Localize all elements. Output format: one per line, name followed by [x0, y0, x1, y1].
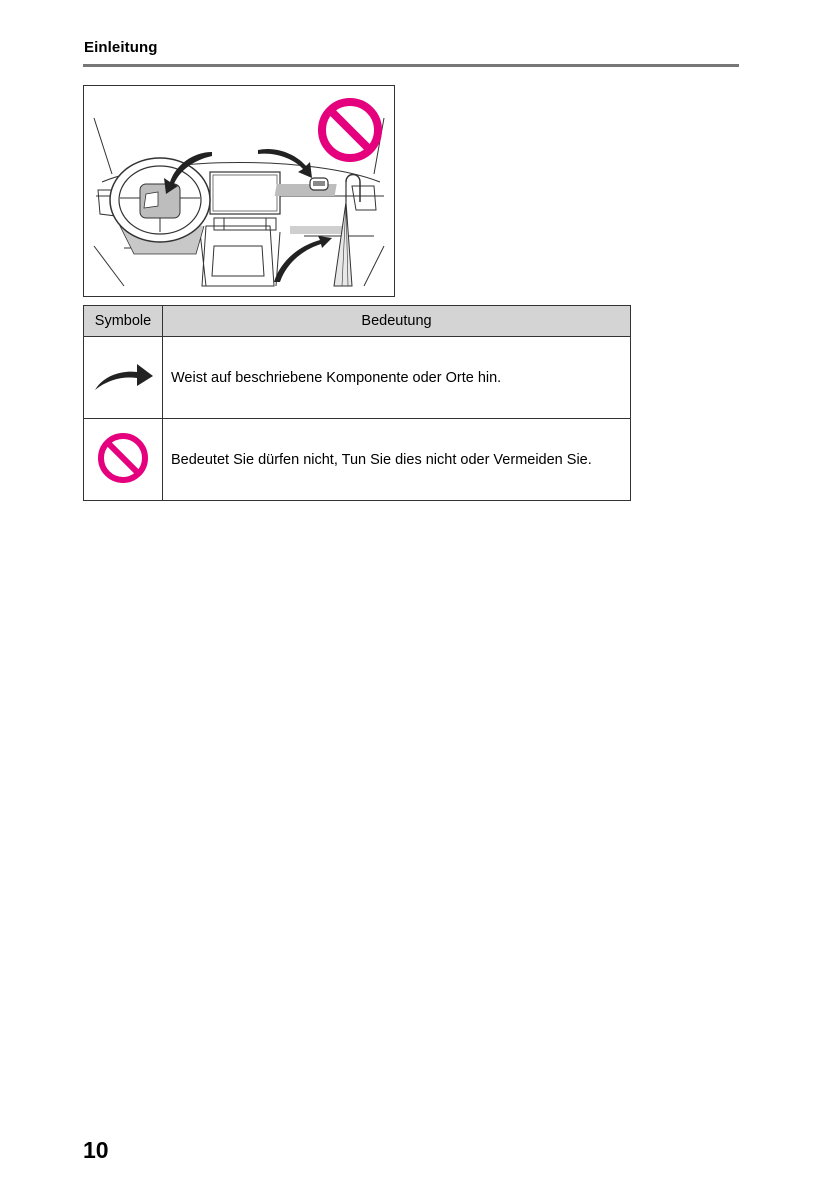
prohibition-icon — [93, 428, 153, 488]
symbol-cell — [84, 337, 163, 419]
overhead-module — [310, 178, 328, 190]
section-title: Einleitung — [84, 39, 158, 56]
header-symbol: Symbole — [84, 306, 163, 337]
meaning-cell: Weist auf beschriebene Komponente oder Orte hin. — [163, 337, 631, 419]
prohibition-icon — [322, 102, 378, 158]
pointer-arrow-icon — [91, 356, 155, 396]
symbols-table — [83, 305, 631, 501]
meaning-cell: Bedeutet Sie dürfen nicht, Tun Sie dies nicht oder Vermeiden Sie. — [163, 419, 631, 501]
symbol-cell — [84, 419, 163, 501]
header-rule — [83, 64, 739, 67]
table-header-row — [84, 306, 631, 337]
table-row — [84, 419, 631, 501]
center-display — [210, 172, 280, 230]
page-number: 10 — [83, 1137, 109, 1163]
steering-wheel — [110, 158, 210, 254]
interior-illustration — [83, 85, 395, 297]
dashboard-drawing — [84, 86, 394, 296]
header-meaning: Bedeutung — [163, 306, 631, 337]
table-row — [84, 337, 631, 419]
